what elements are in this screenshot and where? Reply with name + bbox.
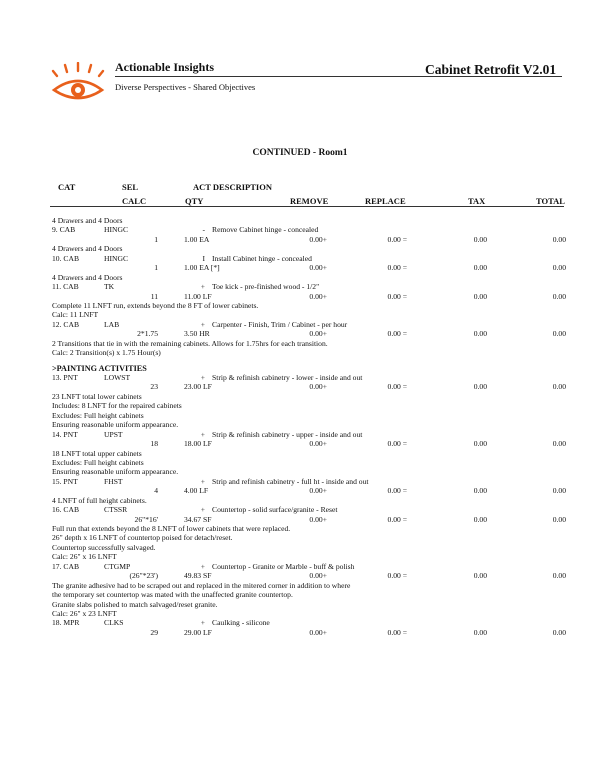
line-item-values <box>52 382 566 391</box>
item-remove: 0.00+ <box>309 234 327 244</box>
line-item-row <box>52 477 566 486</box>
brand-name: Actionable Insights <box>115 60 215 74</box>
item-remove: 0.00+ <box>309 439 327 449</box>
item-note <box>52 533 566 542</box>
item-total: 0.00 <box>552 291 566 301</box>
item-replace: 0.00 = <box>387 571 407 581</box>
item-calc: (26"*23') <box>129 571 158 581</box>
col-qty: QTY <box>185 196 204 206</box>
item-desc: Countertop - solid surface/granite - Reset <box>212 505 338 515</box>
item-total: 0.00 <box>552 627 566 637</box>
item-number: 11. CAB <box>52 282 79 292</box>
line-item-values <box>52 292 566 301</box>
item-act: + <box>200 561 205 571</box>
item-note <box>52 348 566 357</box>
item-note <box>52 458 566 467</box>
item-number: 17. CAB <box>52 561 80 571</box>
item-remove: 0.00+ <box>309 627 327 637</box>
item-act: - <box>202 225 205 235</box>
item-total: 0.00 <box>552 571 566 581</box>
item-desc: Countertop - Granite or Marble - buff & polish <box>212 561 355 571</box>
item-sel: CTSSR <box>104 505 128 515</box>
line-item-row <box>52 505 566 514</box>
item-calc: 26"*16' <box>134 514 158 524</box>
item-total: 0.00 <box>552 439 566 449</box>
item-note-text: Excludes: Full height cabinets <box>52 410 144 420</box>
item-note-text: Granite slabs polished to match salvaged/reset granite. <box>52 599 218 609</box>
item-act: + <box>200 282 205 292</box>
col-act-desc: ACT DESCRIPTION <box>193 182 272 192</box>
item-calc: 2*1.75 <box>137 329 158 339</box>
item-total: 0.00 <box>552 263 566 273</box>
item-note-text: Calc: 26" x 16 LNFT <box>52 552 117 562</box>
item-act: + <box>200 319 205 329</box>
item-calc: 1 <box>154 263 158 273</box>
item-calc: 11 <box>150 291 158 301</box>
item-tax: 0.00 <box>473 439 487 449</box>
item-note-text: Calc: 11 LNFT <box>52 310 99 320</box>
line-item-values <box>52 329 566 338</box>
col-sel: SEL <box>122 182 139 192</box>
item-number: 18. MPR <box>52 618 80 628</box>
item-number: 15. PNT <box>52 476 78 486</box>
item-act: + <box>200 618 205 628</box>
tagline: Diverse Perspectives - Shared Objectives <box>115 82 256 92</box>
line-item-row <box>52 430 566 439</box>
item-tax: 0.00 <box>473 486 487 496</box>
item-note-text: 23 LNFT total lower cabinets <box>52 391 142 401</box>
item-note <box>52 401 566 410</box>
item-desc: Remove Cabinet hinge - concealed <box>212 225 319 235</box>
line-item-row <box>52 282 566 291</box>
item-remove: 0.00+ <box>309 263 327 273</box>
eye-sun-logo-icon <box>50 62 106 106</box>
item-sel: LOWST <box>104 373 131 382</box>
item-sel: LAB <box>104 319 120 329</box>
item-desc: Strip & refinish cabinetry - upper - inside and out <box>212 429 363 439</box>
item-calc: 23 <box>150 382 158 392</box>
item-preface-text: 4 Drawers and 4 Doors <box>52 272 123 282</box>
line-item-values <box>52 515 566 524</box>
item-note-text: Excludes: Full height cabinets <box>52 457 144 467</box>
line-item-values <box>52 263 566 272</box>
col-cat: CAT <box>58 182 76 192</box>
item-act: + <box>200 476 205 486</box>
column-header-rule <box>50 206 564 207</box>
item-tax: 0.00 <box>473 329 487 339</box>
item-note-text: Includes: 8 LNFT for the repaired cabinets <box>52 401 182 411</box>
item-note-text: Ensuring reasonable uniform appearance. <box>52 467 179 477</box>
item-replace: 0.00 = <box>387 234 407 244</box>
item-tax: 0.00 <box>473 514 487 524</box>
item-number: 10. CAB <box>52 253 80 263</box>
item-total: 0.00 <box>552 329 566 339</box>
item-replace: 0.00 = <box>387 439 407 449</box>
item-note <box>52 552 566 561</box>
item-tax: 0.00 <box>473 291 487 301</box>
col-calc: CALC <box>122 196 147 206</box>
item-tax: 0.00 <box>473 263 487 273</box>
item-desc: Strip and refinish cabinetry - full ht - inside and out <box>212 476 369 486</box>
item-replace: 0.00 = <box>387 486 407 496</box>
line-item-values <box>52 486 566 495</box>
item-replace: 0.00 = <box>387 329 407 339</box>
col-tax: TAX <box>468 196 486 206</box>
item-tax: 0.00 <box>473 571 487 581</box>
item-note-text: 2 Transitions that tie in with the remaining cabinets. Allows for 1.75hrs for each transition. <box>52 338 328 348</box>
item-remove: 0.00+ <box>309 382 327 392</box>
item-sel: CTGMP <box>104 561 131 571</box>
item-act: I <box>202 253 205 263</box>
item-sel: HINGC <box>104 225 129 235</box>
item-note-text: Calc: 2 Transition(s) x 1.75 Hour(s) <box>52 348 161 358</box>
col-remove: REMOVE <box>290 196 329 206</box>
item-remove: 0.00+ <box>309 291 327 301</box>
item-remove: 0.00+ <box>309 329 327 339</box>
item-remove: 0.00+ <box>309 514 327 524</box>
line-item-row <box>52 225 566 234</box>
item-number: 16. CAB <box>52 505 80 515</box>
item-number: 9. CAB <box>52 225 76 235</box>
item-total: 0.00 <box>552 234 566 244</box>
item-calc: 29 <box>150 627 158 637</box>
item-tax: 0.00 <box>473 382 487 392</box>
item-number: 13. PNT <box>52 373 78 382</box>
painting-section-heading: >PAINTING ACTIVITIES <box>52 363 147 373</box>
item-total: 0.00 <box>552 514 566 524</box>
item-qty: 4.00 LF <box>184 486 209 496</box>
item-replace: 0.00 = <box>387 514 407 524</box>
item-sel: FHST <box>104 476 123 486</box>
line-item-row <box>52 320 566 329</box>
item-note <box>52 411 566 420</box>
item-note <box>52 581 566 590</box>
item-note-text: 4 LNFT of full height cabinets. <box>52 495 147 505</box>
item-note-text: Complete 11 LNFT run, extends beyond the 8 FT of lower cabinets. <box>52 300 259 310</box>
item-note-text: the temporary set countertop was mated with the unaffected granite countertop. <box>52 590 293 600</box>
item-qty: 49.83 SF <box>184 571 212 581</box>
item-note <box>52 339 566 348</box>
item-note-text: Countertop successfully salvaged. <box>52 542 156 552</box>
line-item-row <box>52 618 566 627</box>
item-qty: 1.00 EA [*] <box>184 263 220 273</box>
line-item-row <box>52 562 566 571</box>
item-qty: 3.50 HR <box>184 329 210 339</box>
line-item-values <box>52 235 566 244</box>
item-note-text: Calc: 26" x 23 LNFT <box>52 608 117 618</box>
item-qty: 34.67 SF <box>184 514 212 524</box>
item-note <box>52 609 566 618</box>
item-sel: UPST <box>104 429 123 439</box>
item-replace: 0.00 = <box>387 263 407 273</box>
item-sel: HINGC <box>104 253 129 263</box>
item-preface <box>52 273 566 282</box>
item-note <box>52 524 566 533</box>
item-qty: 11.00 LF <box>184 291 212 301</box>
line-item-values <box>52 439 566 448</box>
item-note <box>52 590 566 599</box>
item-total: 0.00 <box>552 382 566 392</box>
line-item-row <box>52 254 566 263</box>
item-desc: Caulking - silicone <box>212 618 270 628</box>
item-desc: Strip & refinish cabinetry - lower - inside and out <box>212 373 363 382</box>
item-desc: Toe kick - pre-finished wood - 1/2" <box>212 282 320 292</box>
item-qty: 1.00 EA <box>184 234 210 244</box>
item-desc: Carpenter - Finish, Trim / Cabinet - per hour <box>212 319 348 329</box>
item-note <box>52 310 566 319</box>
item-note <box>52 420 566 429</box>
item-qty: 29.00 LF <box>184 627 212 637</box>
item-note-text: The granite adhesive had to be scraped out and replaced in the mitered corner in addition to where <box>52 580 351 590</box>
item-note <box>52 496 566 505</box>
estimate-body <box>52 216 566 637</box>
item-note <box>52 301 566 310</box>
item-remove: 0.00+ <box>309 486 327 496</box>
item-preface <box>52 216 566 225</box>
item-act: + <box>200 429 205 439</box>
col-total: TOTAL <box>536 196 565 206</box>
item-preface-text: 4 Drawers and 4 Doors <box>52 216 123 225</box>
section-title: CONTINUED - Room1 <box>252 148 348 158</box>
item-act: + <box>200 373 205 382</box>
item-replace: 0.00 = <box>387 382 407 392</box>
item-calc: 1 <box>154 234 158 244</box>
item-note <box>52 449 566 458</box>
item-note-text: 18 LNFT total upper cabinets <box>52 448 142 458</box>
item-total: 0.00 <box>552 486 566 496</box>
line-item-values <box>52 571 566 580</box>
item-preface <box>52 244 566 253</box>
item-note-text: 26" depth x 16 LNFT of countertop poised for detach/reset. <box>52 533 233 543</box>
item-replace: 0.00 = <box>387 627 407 637</box>
item-act: + <box>200 505 205 515</box>
item-sel: CLKS <box>104 618 124 628</box>
product-title: Cabinet Retrofit V2.01 <box>425 62 557 77</box>
item-calc: 4 <box>154 486 158 496</box>
item-tax: 0.00 <box>473 234 487 244</box>
item-tax: 0.00 <box>473 627 487 637</box>
item-note <box>52 600 566 609</box>
item-note <box>52 392 566 401</box>
item-note <box>52 543 566 552</box>
item-calc: 18 <box>150 439 158 449</box>
item-number: 12. CAB <box>52 319 80 329</box>
item-sel: TK <box>104 282 115 292</box>
item-note-text: Full run that extends beyond the 8 LNFT of lower cabinets that were replaced. <box>52 524 291 533</box>
col-replace: REPLACE <box>365 196 406 206</box>
line-item-values <box>52 628 566 637</box>
item-remove: 0.00+ <box>309 571 327 581</box>
item-number: 14. PNT <box>52 429 78 439</box>
line-item-row <box>52 373 566 382</box>
item-qty: 18.00 LF <box>184 439 212 449</box>
item-desc: Install Cabinet hinge - concealed <box>212 253 312 263</box>
item-replace: 0.00 = <box>387 291 407 301</box>
item-preface-text: 4 Drawers and 4 Doors <box>52 244 123 254</box>
item-qty: 23.00 LF <box>184 382 212 392</box>
item-note-text: Ensuring reasonable uniform appearance. <box>52 420 179 430</box>
item-note <box>52 467 566 476</box>
